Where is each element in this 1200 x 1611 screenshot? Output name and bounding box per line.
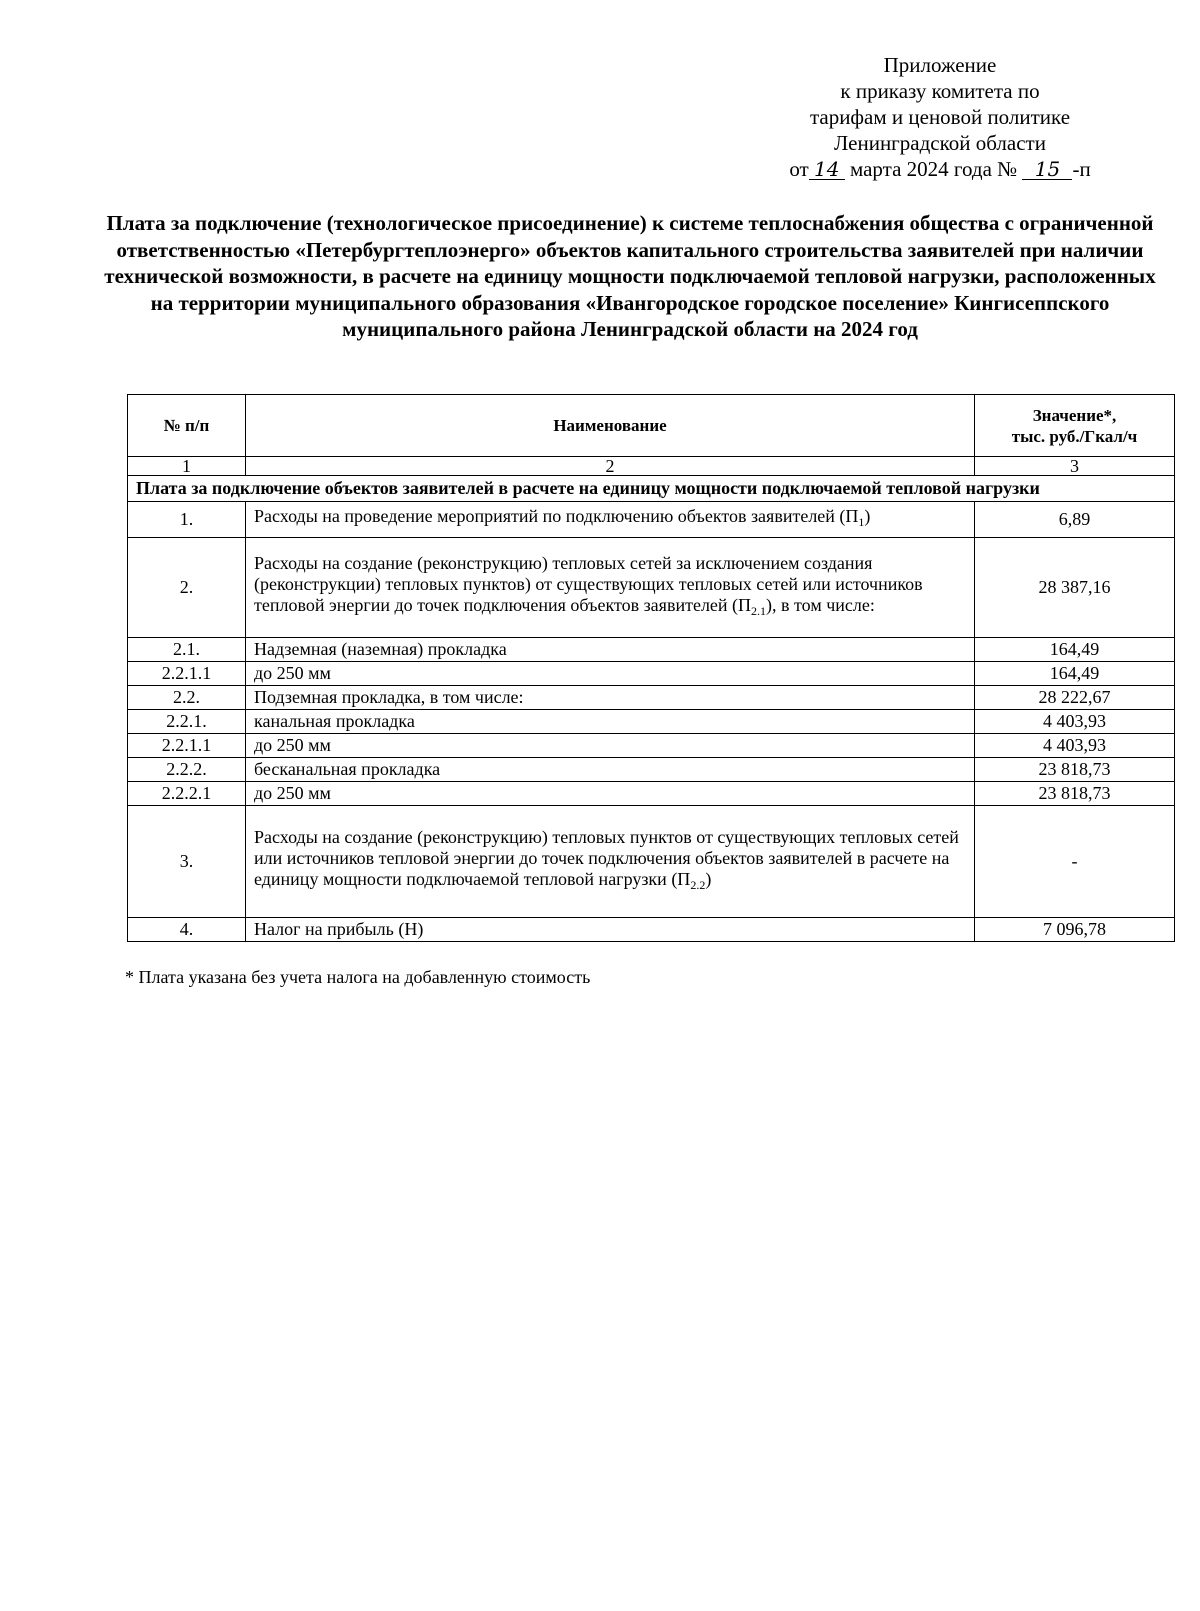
header-value: [975, 395, 1175, 457]
fee-table: [127, 394, 1175, 942]
row-num: 2.2.: [128, 686, 246, 710]
table-row: [128, 662, 1175, 686]
appendix-line-3: тарифам и ценовой политике: [809, 105, 1071, 129]
header-value-line1: Значение*,: [1032, 405, 1117, 425]
row-num: 2.2.2.: [128, 758, 246, 782]
column-number-3: 3: [975, 457, 1175, 476]
row-value: 28 387,16: [975, 538, 1175, 638]
row-value: 23 818,73: [975, 782, 1175, 806]
row-name: до 250 мм: [246, 734, 975, 758]
table-row: [128, 502, 1175, 538]
row-num: 2.: [128, 538, 246, 638]
row-value: 6,89: [975, 502, 1175, 538]
header-num: № п/п: [128, 395, 246, 457]
row-num: 4.: [128, 918, 246, 942]
column-number-2: 2: [246, 457, 975, 476]
column-number-row: [128, 457, 1175, 476]
row-name: бесканальная прокладка: [246, 758, 975, 782]
row-num: 2.1.: [128, 638, 246, 662]
appendix-line-2: к приказу комитета по: [840, 79, 1040, 103]
handwritten-order-number: 15: [1022, 159, 1072, 180]
table-row: [128, 638, 1175, 662]
row-value: 23 818,73: [975, 758, 1175, 782]
row-name: до 250 мм: [246, 782, 975, 806]
table-row: [128, 734, 1175, 758]
row-value: 164,49: [975, 662, 1175, 686]
row-name: Надземная (наземная) прокладка: [246, 638, 975, 662]
date-middle: марта 2024 года №: [849, 157, 1018, 181]
table-row: [128, 686, 1175, 710]
appendix-line-4: Ленинградской области: [834, 131, 1046, 155]
footnote: * Плата указана без учета налога на добавленную стоимость: [125, 967, 591, 987]
date-prefix: от: [789, 157, 809, 181]
table-row: [128, 710, 1175, 734]
row-value: 28 222,67: [975, 686, 1175, 710]
table-row: [128, 538, 1175, 638]
row-name: Расходы на создание (реконструкцию) тепловых пунктов от существующих тепловых сетей или источников тепловой энергии до точек подключения объектов заявителей в расчете на единицу мощности подключаемой тепловой нагрузки $(П_{2.2})$: [246, 806, 975, 918]
row-value: 4 403,93: [975, 710, 1175, 734]
row-name: Налог на прибыль (Н): [246, 918, 975, 942]
row-num: 1.: [128, 502, 246, 538]
appendix-line-1: Приложение: [883, 53, 997, 77]
order-date-line: [760, 156, 1120, 182]
table-row: [128, 918, 1175, 942]
row-num: 2.2.1.1: [128, 662, 246, 686]
row-value: 4 403,93: [975, 734, 1175, 758]
table-row: [128, 758, 1175, 782]
handwritten-day: 14: [809, 159, 845, 180]
row-name: Подземная прокладка, в том числе:: [246, 686, 975, 710]
section-title: Плата за подключение объектов заявителей в расчете на единицу мощности подключаемой тепловой нагрузки: [128, 476, 1175, 502]
section-row: [128, 476, 1175, 502]
document-title: Плата за подключение (технологическое присоединение) к системе теплоснабжения общества с ограниченной ответственностью «Петербургтеплоэнерго» объектов капитального строительства заявителей при наличии технической возможности, в расчете на единицу мощности подключаемой тепловой нагрузки, расположенных на территории муниципального образования «Ивангородское городское поселение» Кингисеппского муниципального района Ленинградской области на 2024 год: [104, 211, 1156, 341]
table-row: [128, 806, 1175, 918]
header-name: Наименование: [246, 395, 975, 457]
row-num: 3.: [128, 806, 246, 918]
column-number-1: 1: [128, 457, 246, 476]
row-num: 2.2.1.1: [128, 734, 246, 758]
row-num: 2.2.1.: [128, 710, 246, 734]
header-value-line2: тыс. руб./Гкал/ч: [1011, 426, 1138, 446]
row-name: Расходы на создание (реконструкцию) тепловых сетей за исключением создания (реконструкции) тепловых пунктов) от существующих тепловых сетей или источников тепловой энергии до точек подключения объектов заявителей $(П_{2.1})$, в том числе:: [246, 538, 975, 638]
appendix-header: [760, 52, 1120, 182]
row-name: канальная прокладка: [246, 710, 975, 734]
row-value: 7 096,78: [975, 918, 1175, 942]
table-header-row: [128, 395, 1175, 457]
row-value: -: [975, 806, 1175, 918]
row-name: Расходы на проведение мероприятий по подключению объектов заявителей $(П_1)$: [246, 502, 975, 538]
date-suffix: -п: [1072, 157, 1091, 181]
row-value: 164,49: [975, 638, 1175, 662]
table-row: [128, 782, 1175, 806]
row-num: 2.2.2.1: [128, 782, 246, 806]
row-name: до 250 мм: [246, 662, 975, 686]
